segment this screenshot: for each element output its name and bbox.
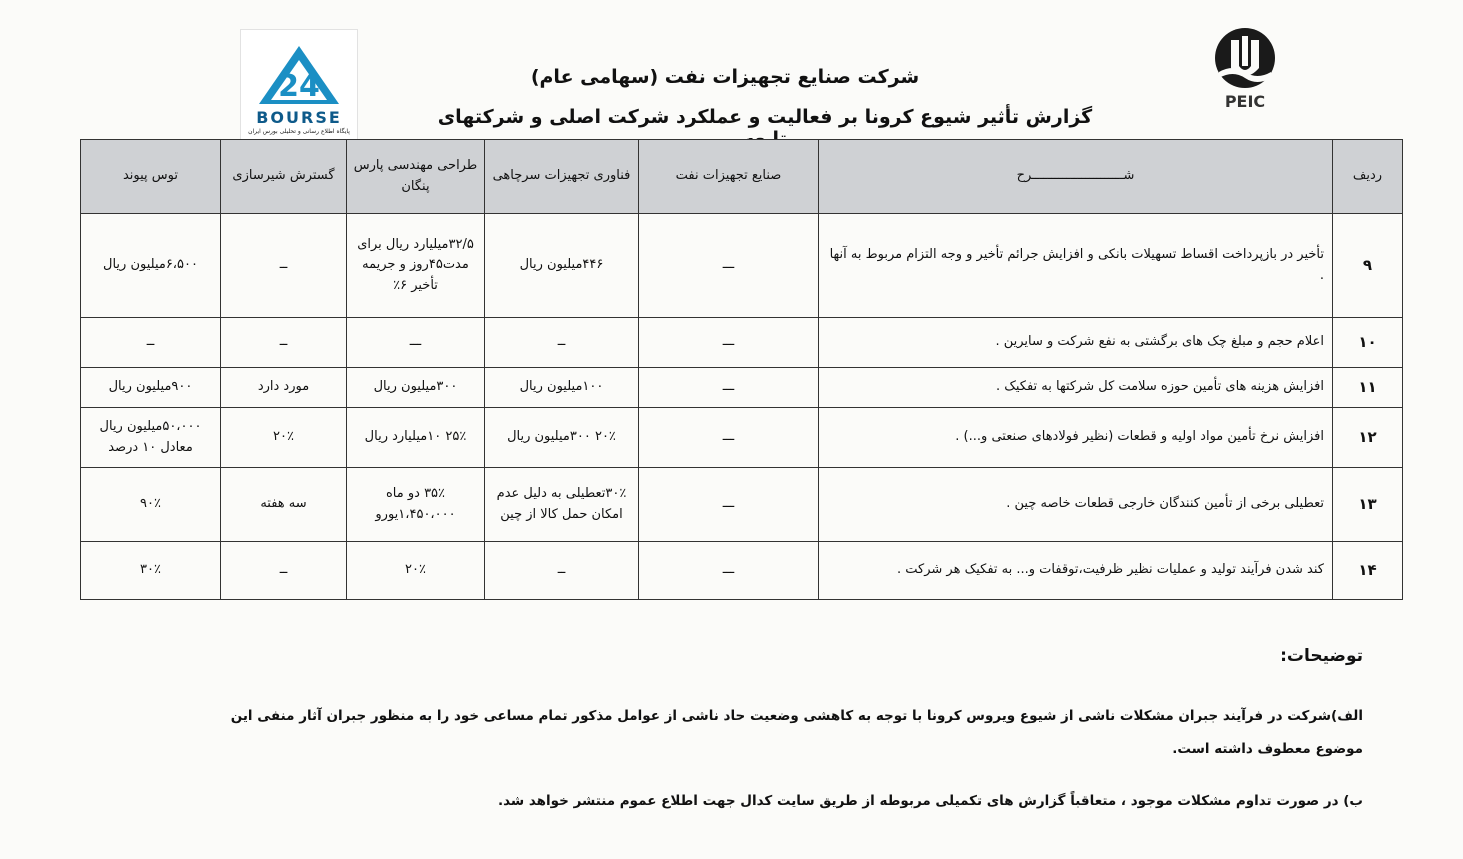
note-b: ب) در صورت تداوم مشکلات موجود ، متعاقباً گزارش های تکمیلی مربوطه از طریق سایت کدال جهت اطلاع عموم منتشر خواهد شد. [497, 793, 1363, 809]
row-description: تعطیلی برخی از تأمین کنندگان خارجی قطعات خاصه چین . [819, 468, 1333, 542]
cell-c1: ـــ [639, 542, 819, 600]
table-header-row [81, 140, 1403, 214]
impact-table [80, 139, 1403, 600]
cell-c4: سه هفته [221, 468, 347, 542]
cell-c2: ۲۰٪ ۳۰۰میلیون ریال [485, 408, 639, 468]
row-description: کند شدن فرآیند تولید و عملیات نظیر ظرفیت،توقفات و... به تفکیک هر شرکت . [819, 542, 1333, 600]
row-number: ۱۰ [1333, 318, 1403, 368]
table-row [81, 542, 1403, 600]
bourse-logo [240, 29, 358, 147]
header-sanaye-tajhizat-naft: صنایع تجهیزات نفت [639, 140, 819, 214]
cell-c5: ۳۰٪ [81, 542, 221, 600]
header-tous-peyvand: توس پیوند [81, 140, 221, 214]
table-row [81, 318, 1403, 368]
bourse-logo-subtitle: پایگاه اطلاع رسانی و تحلیلی بورس ایران [248, 128, 350, 135]
cell-c4: ــ [221, 214, 347, 318]
peic-emblem-icon [1213, 26, 1277, 90]
note-a: الف)شرکت در فرآیند جبران مشکلات ناشی از شیوع ویروس کرونا با توجه به کاهشی وضعیت حاد ناشی از عوامل مذکور تمام مساعی خود را به منظور جبران آثار منفی این موضوع معطوف داشته است. [230, 708, 1363, 757]
cell-c4: ۲۰٪ [221, 408, 347, 468]
cell-c2: ۱۰۰میلیون ریال [485, 368, 639, 408]
cell-c5: ۵۰،۰۰۰میلیون ریال معادل ۱۰ درصد [81, 408, 221, 468]
cell-c1: ـــ [639, 408, 819, 468]
header-tarahi-mohandesi: طراحی مهندسی پارس پنگان [347, 140, 485, 214]
cell-c1: ـــ [639, 318, 819, 368]
header-gostaresh-shirsazi: گسترش شیرسازی [221, 140, 347, 214]
cell-c3: ۲۰٪ [347, 542, 485, 600]
cell-c5: ۹۰۰میلیون ریال [81, 368, 221, 408]
cell-c3: ۳۲/۵میلیارد ریال برای مدت۴۵روز و جریمه تأخیر ۶٪ [347, 214, 485, 318]
cell-c3: ۳۰۰میلیون ریال [347, 368, 485, 408]
cell-c1: ـــ [639, 368, 819, 408]
report-title: گزارش تأثیر شیوع کرونا بر فعالیت و عملکرد شرکت اصلی و شرکتهای [437, 106, 1093, 128]
cell-c5: ــ [81, 318, 221, 368]
bourse-mark-icon [257, 44, 341, 106]
svg-text:24: 24 [278, 69, 320, 104]
bourse-logo-word: BOURSE [256, 108, 342, 127]
cell-c5: ۹۰٪ [81, 468, 221, 542]
peic-logo [1212, 26, 1278, 112]
table-row [81, 408, 1403, 468]
row-description: افزایش نرخ تأمین مواد اولیه و قطعات (نظیر فولادهای صنعتی و...) . [819, 408, 1333, 468]
cell-c1: ـــ [639, 468, 819, 542]
header-row-number: ردیف [1333, 140, 1403, 214]
table-row [81, 468, 1403, 542]
cell-c2: ۳۰٪تعطیلی به دلیل عدم امکان حمل کالا از چین [485, 468, 639, 542]
cell-c3: ـــ [347, 318, 485, 368]
table-row [81, 368, 1403, 408]
header-description: شــــــــــــــــــــــــرح [819, 140, 1333, 214]
row-number: ۱۱ [1333, 368, 1403, 408]
cell-c2: ۴۴۶میلیون ریال [485, 214, 639, 318]
cell-c3: ۳۵٪ دو ماه ۱،۴۵۰،۰۰۰یورو [347, 468, 485, 542]
peic-logo-word: PEIC [1224, 92, 1266, 111]
header-fanavari-tajhizat: فناوری تجهیزات سرچاهی [485, 140, 639, 214]
cell-c2: ــ [485, 318, 639, 368]
cell-c5: ۶،۵۰۰میلیون ریال [81, 214, 221, 318]
row-description: تأخیر در بازپرداخت اقساط تسهیلات بانکی و افزایش جرائم تأخیر و وجه التزام مربوط به آنها . [819, 214, 1333, 318]
cell-c2: ــ [485, 542, 639, 600]
table-row [81, 214, 1403, 318]
row-description: افزایش هزینه های تأمین حوزه سلامت کل شرکتها به تفکیک . [819, 368, 1333, 408]
row-number: ۹ [1333, 214, 1403, 318]
row-description: اعلام حجم و مبلغ چک های برگشتی به نفع شرکت و سایرین . [819, 318, 1333, 368]
company-title: شرکت صنایع تجهیزات نفت (سهامی عام) [530, 66, 920, 88]
row-number: ۱۲ [1333, 408, 1403, 468]
cell-c4: ــ [221, 542, 347, 600]
cell-c4: مورد دارد [221, 368, 347, 408]
cell-c1: ـــ [639, 214, 819, 318]
row-number: ۱۳ [1333, 468, 1403, 542]
row-number: ۱۴ [1333, 542, 1403, 600]
cell-c4: ــ [221, 318, 347, 368]
cell-c3: ۲۵٪ ۱۰میلیارد ریال [347, 408, 485, 468]
notes-heading: توضیحات: [1280, 646, 1363, 666]
